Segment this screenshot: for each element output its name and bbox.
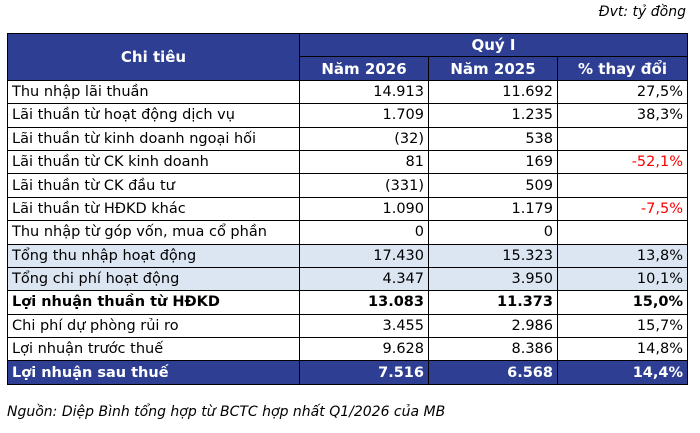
row-label: Tổng thu nhập hoạt động <box>8 244 300 267</box>
table-row <box>8 127 688 150</box>
change-value <box>558 127 688 150</box>
value-2025: 11.692 <box>429 80 558 103</box>
table-row <box>8 174 688 197</box>
header-indicator: Chi tiêu <box>8 34 300 81</box>
value-2026: 14.913 <box>300 80 429 103</box>
value-2025: 509 <box>429 174 558 197</box>
row-label: Lãi thuần từ hoạt động dịch vụ <box>8 104 300 127</box>
row-label: Thu nhập lãi thuần <box>8 80 300 103</box>
change-value <box>558 174 688 197</box>
table-row-highlight <box>8 267 688 290</box>
value-2026: 3.455 <box>300 314 429 337</box>
change-value-negative: -7,5% <box>558 197 688 220</box>
value-2025: 538 <box>429 127 558 150</box>
header-period: Quý I <box>300 34 688 57</box>
change-value <box>558 221 688 244</box>
change-value: 14,8% <box>558 338 688 361</box>
value-2026: 13.083 <box>300 291 429 314</box>
header-change: % thay đổi <box>558 57 688 80</box>
row-label: Lãi thuần từ HĐKD khác <box>8 197 300 220</box>
table-row <box>8 197 688 220</box>
value-2025: 0 <box>429 221 558 244</box>
change-value: 38,3% <box>558 104 688 127</box>
value-2026: 17.430 <box>300 244 429 267</box>
table-row <box>8 338 688 361</box>
table-row-total <box>8 361 688 384</box>
row-label: Lãi thuần từ CK kinh doanh <box>8 150 300 173</box>
change-value: 10,1% <box>558 267 688 290</box>
change-value: 15,0% <box>558 291 688 314</box>
value-2026: 7.516 <box>300 361 429 384</box>
table-row-bold <box>8 291 688 314</box>
value-2026: 1.090 <box>300 197 429 220</box>
table-row <box>8 80 688 103</box>
value-2025: 15.323 <box>429 244 558 267</box>
value-2025: 11.373 <box>429 291 558 314</box>
table-row <box>8 314 688 337</box>
value-2026: 81 <box>300 150 429 173</box>
header-row-top <box>8 34 688 57</box>
unit-note: Đvt: tỷ đồng <box>598 4 686 20</box>
value-2025: 2.986 <box>429 314 558 337</box>
change-value: 15,7% <box>558 314 688 337</box>
source-note: Nguồn: Diệp Bình tổng hợp từ BCTC hợp nhất Q1/2026 của MB <box>7 404 446 420</box>
row-label: Lợi nhuận trước thuế <box>8 338 300 361</box>
table-row <box>8 150 688 173</box>
value-2026: 4.347 <box>300 267 429 290</box>
change-value: 13,8% <box>558 244 688 267</box>
row-label: Chi phí dự phòng rủi ro <box>8 314 300 337</box>
row-label: Lợi nhuận sau thuế <box>8 361 300 384</box>
value-2026: (331) <box>300 174 429 197</box>
value-2025: 169 <box>429 150 558 173</box>
value-2025: 1.235 <box>429 104 558 127</box>
row-label: Lãi thuần từ kinh doanh ngoại hối <box>8 127 300 150</box>
header-year-2025: Năm 2025 <box>429 57 558 80</box>
value-2026: (32) <box>300 127 429 150</box>
row-label: Tổng chi phí hoạt động <box>8 267 300 290</box>
value-2025: 8.386 <box>429 338 558 361</box>
change-value-negative: -52,1% <box>558 150 688 173</box>
value-2025: 1.179 <box>429 197 558 220</box>
change-value: 14,4% <box>558 361 688 384</box>
row-label: Lãi thuần từ CK đầu tư <box>8 174 300 197</box>
value-2025: 3.950 <box>429 267 558 290</box>
row-label: Lợi nhuận thuần từ HĐKD <box>8 291 300 314</box>
header-year-2026: Năm 2026 <box>300 57 429 80</box>
row-label: Thu nhập từ góp vốn, mua cổ phần <box>8 221 300 244</box>
table-row <box>8 104 688 127</box>
change-value: 27,5% <box>558 80 688 103</box>
financial-table <box>7 33 688 385</box>
value-2026: 1.709 <box>300 104 429 127</box>
value-2026: 9.628 <box>300 338 429 361</box>
table-row <box>8 221 688 244</box>
value-2025: 6.568 <box>429 361 558 384</box>
value-2026: 0 <box>300 221 429 244</box>
table-row-highlight <box>8 244 688 267</box>
